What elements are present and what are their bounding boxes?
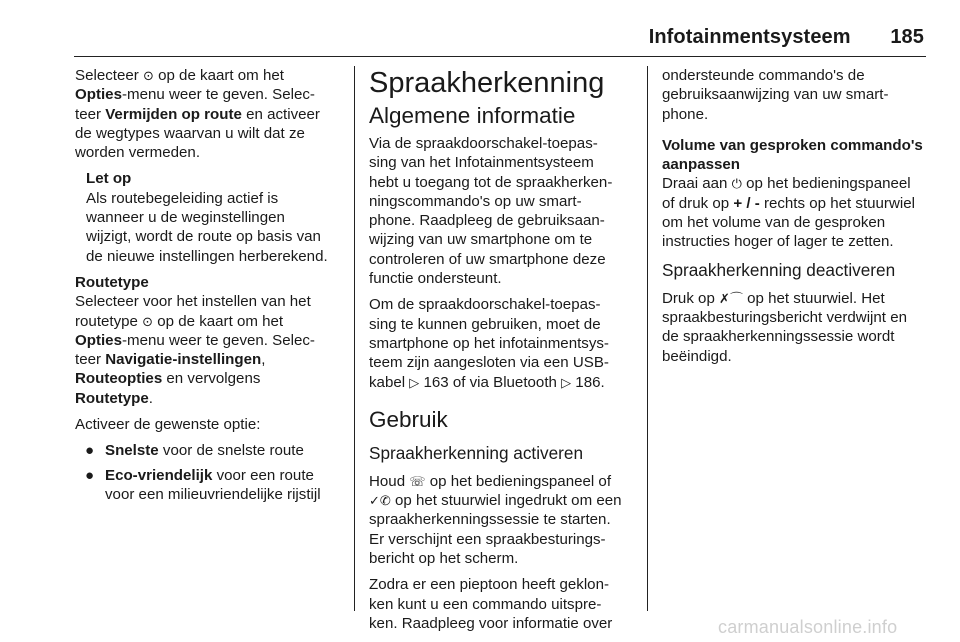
watermark: carmanualsonline.info (718, 617, 898, 637)
paragraph: Volume van gesproken commando's aanpassen Draai aan ⏻ op het bedieningspaneel of druk op + / - rechts op het stuurwiel om het volume van de gesproken instructies hoger of lager te zetten. (662, 136, 928, 252)
paragraph: Routetype Selecteer voor het instellen van het routetype ⊙ op de kaart om het Opties-menu weer te geven. Selec- teer Navigatie-instellingen, Routeopties en vervolgens Routetype. (75, 273, 341, 408)
end-call-icon: ✗⌒ (719, 290, 743, 306)
map-target-icon: ⊙ (142, 68, 154, 83)
page-header (649, 26, 924, 49)
section-heading: Algemene informatie (369, 103, 576, 128)
list-item: ● Eco-vriendelijk voor een route voor een milieuvriendelijke rijstijl (85, 466, 321, 503)
column-1 (75, 66, 341, 509)
column-divider (354, 66, 355, 611)
menu-term: Opties (75, 86, 122, 104)
chapter-title: Spraakherkenning (369, 67, 605, 99)
menu-term: Vermijden op route (105, 105, 242, 123)
section-heading: Volume van gesproken commando's (662, 136, 923, 154)
section-heading: Gebruik (369, 406, 448, 432)
paragraph: Activeer de gewenste optie: (75, 416, 261, 434)
section-heading: Routetype (75, 273, 149, 291)
section-heading: aanpassen (662, 156, 741, 174)
bullet-icon: ● (85, 442, 95, 460)
paragraph: Selecteer ⊙ op de kaart om het Opties-menu weer te geven. Selec- teer Vermijden op route en activeer de wegtypes waarvan u wilt dat ze worden vermeden. (75, 67, 320, 162)
column-3 (662, 66, 928, 373)
subsection-heading: Spraakherkenning activeren (369, 442, 584, 463)
paragraph: Zodra er een pieptoon heeft geklon- ken kunt u een commando uitspre- ken. Raadpleeg voor informatie over (369, 576, 613, 632)
bullet-icon: ● (85, 466, 95, 484)
note-box: Let op Als routebegeleiding actief is wanneer u de weginstellingen wijzigt, wordt de route op basis van de nieuwe instellingen herberekend. (86, 169, 341, 265)
note-heading: Let op (86, 170, 132, 188)
column-2 (369, 66, 635, 640)
page-reference-icon: ▷ (561, 374, 572, 390)
map-target-icon: ⊙ (142, 313, 154, 329)
paragraph: Via de spraakdoorschakel-toepas- sing van het Infotainmentsysteem hebt u toegang tot de spraakherken- ningscommando's op uw smart- phone. Raadpleeg de gebruiksaan- wijzing van uw smartphone om te controleren of uw smartphone deze functie ondersteunt. (369, 135, 613, 288)
header-rule (74, 56, 926, 57)
phone-icon: ☏ (409, 473, 426, 489)
paragraph: ondersteunde commando's de gebruiksaanwijzing van uw smart- phone. (662, 67, 889, 123)
page-title: Infotainmentsysteem (648, 26, 851, 48)
paragraph: Om de spraakdoorschakel-toepas- sing te kunnen gebruiken, moet de smartphone op het infotainmentsys- teem zijn aangesloten via een USB- kabel ▷ 163 of via Bluetooth ▷ 186. (369, 296, 609, 391)
paragraph: Druk op ✗⌒ op het stuurwiel. Het spraakbesturingsbericht verdwijnt en de spraakherkenningssessie wordt beëindigd. (662, 289, 907, 365)
paragraph: Houd ☏ op het bedieningspaneel of ✓✆ op het stuurwiel ingedrukt om een spraakherkenningssessie te starten. Er verschijnt een spraakbesturings- bericht op het scherm. (369, 472, 622, 568)
power-knob-icon: ⏻ (731, 176, 742, 192)
voice-control-icon: ✓✆ (369, 493, 391, 509)
subsection-heading: Spraakherkenning deactiveren (662, 259, 896, 280)
column-divider (647, 66, 648, 611)
page-reference-icon: ▷ (409, 374, 420, 390)
option-list (75, 441, 341, 504)
page-number: 185 (890, 26, 924, 48)
list-item: ● Snelste voor de snelste route (85, 442, 304, 460)
